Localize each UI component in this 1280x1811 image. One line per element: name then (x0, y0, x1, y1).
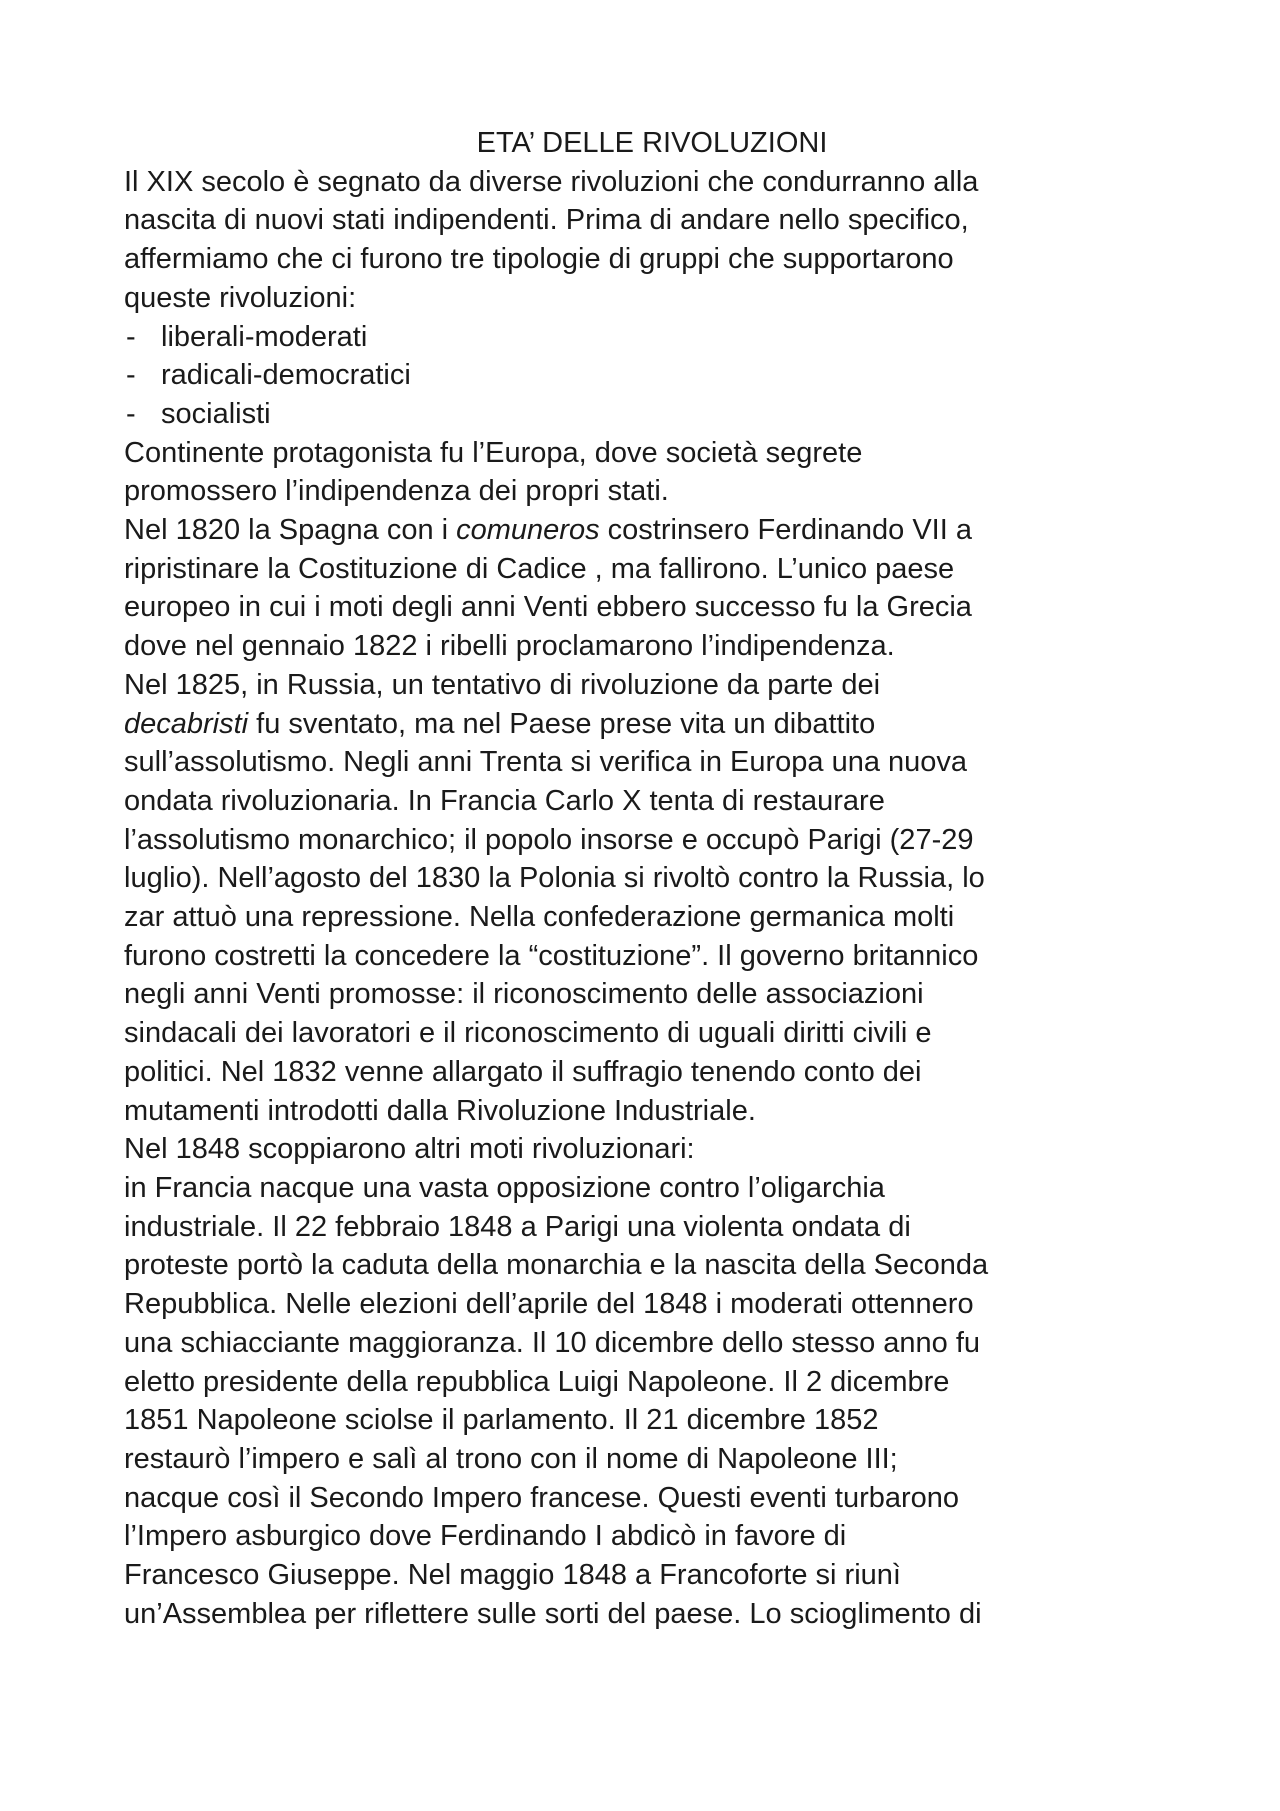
text-line: nacque così il Secondo Impero francese. Questi eventi turbarono (124, 1481, 960, 1514)
list-item (124, 356, 1180, 395)
text-line: Il XIX secolo è segnato da diverse rivoluzioni che condurranno alla (124, 165, 979, 198)
text-line (124, 705, 1180, 744)
text-line: sull’assolutismo. Negli anni Trenta si verifica in Europa una nuova (124, 746, 968, 779)
list-item (124, 318, 1180, 357)
text-line: nascita di nuovi stati indipendenti. Prima di andare nello specifico, (124, 204, 969, 237)
text-line: l’assolutismo monarchico; il popolo insorse e occupò Parigi (27-29 (124, 823, 974, 856)
text-line: queste rivoluzioni: (124, 281, 357, 314)
text-line: politici. Nel 1832 venne allargato il suffragio tenendo conto dei (124, 1055, 922, 1088)
text-line: 1851 Napoleone sciolse il parlamento. Il 21 dicembre 1852 (124, 1404, 879, 1437)
text-line: furono costretti la concedere la “costituzione”. Il governo britannico (124, 939, 979, 972)
text-line: l’Impero asburgico dove Ferdinando I abdicò in favore di (124, 1520, 847, 1553)
text-line: zar attuò una repressione. Nella confederazione germanica molti (124, 901, 955, 934)
text-line: promossero l’indipendenza dei propri stati. (124, 475, 669, 508)
text-line: proteste portò la caduta della monarchia e la nascita della Seconda (124, 1249, 989, 1282)
bullet-marker: - (126, 397, 136, 430)
text-line: luglio). Nell’agosto del 1830 la Polonia si rivoltò contro la Russia, lo (124, 862, 985, 895)
italic-term: comuneros (456, 514, 600, 547)
bullet-list (124, 318, 1180, 434)
body-text (124, 434, 1180, 1634)
text-line: affermiamo che ci furono tre tipologie di gruppi che supportarono (124, 243, 954, 276)
text-line: Repubblica. Nelle elezioni dell’aprile del 1848 i moderati ottennero (124, 1288, 974, 1321)
document-page (124, 124, 1180, 1633)
text-span: Nel 1820 la Spagna con i (124, 514, 457, 547)
list-item-label: socialisti (161, 397, 271, 430)
list-item-label: radicali-democratici (161, 359, 411, 392)
text-line: industriale. Il 22 febbraio 1848 a Parigi una violenta ondata di (124, 1210, 911, 1243)
text-span: costrinsero Ferdinando VII a (599, 514, 972, 547)
list-item (124, 395, 1180, 434)
list-item-label: liberali-moderati (161, 320, 368, 353)
text-line: europeo in cui i moti degli anni Venti ebbero successo fu la Grecia (124, 591, 972, 624)
text-line: Nel 1848 scoppiarono altri moti rivoluzionari: (124, 1133, 695, 1166)
text-line: ondata rivoluzionaria. In Francia Carlo X tenta di restaurare (124, 784, 885, 817)
text-line: una schiacciante maggioranza. Il 10 dicembre dello stesso anno fu (124, 1326, 981, 1359)
text-line: Continente protagonista fu l’Europa, dove società segrete (124, 436, 863, 469)
text-line: negli anni Venti promosse: il riconoscimento delle associazioni (124, 978, 924, 1011)
text-line: eletto presidente della repubblica Luigi Napoleone. Il 2 dicembre (124, 1365, 950, 1398)
text-line: Francesco Giuseppe. Nel maggio 1848 a Francoforte si riunì (124, 1559, 901, 1592)
text-span: fu sventato, ma nel Paese prese vita un dibattito (248, 707, 876, 740)
text-line: un’Assemblea per riflettere sulle sorti del paese. Lo scioglimento di (124, 1597, 982, 1630)
intro-paragraph (124, 163, 1180, 318)
bullet-marker: - (126, 320, 136, 353)
text-line: restaurò l’impero e salì al trono con il nome di Napoleone III; (124, 1442, 898, 1475)
text-line: in Francia nacque una vasta opposizione contro l’oligarchia (124, 1171, 885, 1204)
document-title: ETA’ DELLE RIVOLUZIONI (476, 127, 828, 159)
text-line: dove nel gennaio 1822 i ribelli proclamarono l’indipendenza. (124, 630, 895, 663)
text-line: mutamenti introdotti dalla Rivoluzione Industriale. (124, 1094, 756, 1127)
text-line (124, 511, 1180, 550)
italic-term: decabristi (124, 707, 249, 740)
text-line: ripristinare la Costituzione di Cadice , ma fallirono. L’unico paese (124, 552, 955, 585)
text-line: sindacali dei lavoratori e il riconoscimento di uguali diritti civili e (124, 1017, 932, 1050)
bullet-marker: - (126, 359, 136, 392)
text-line: Nel 1825, in Russia, un tentativo di rivoluzione da parte dei (124, 668, 881, 701)
